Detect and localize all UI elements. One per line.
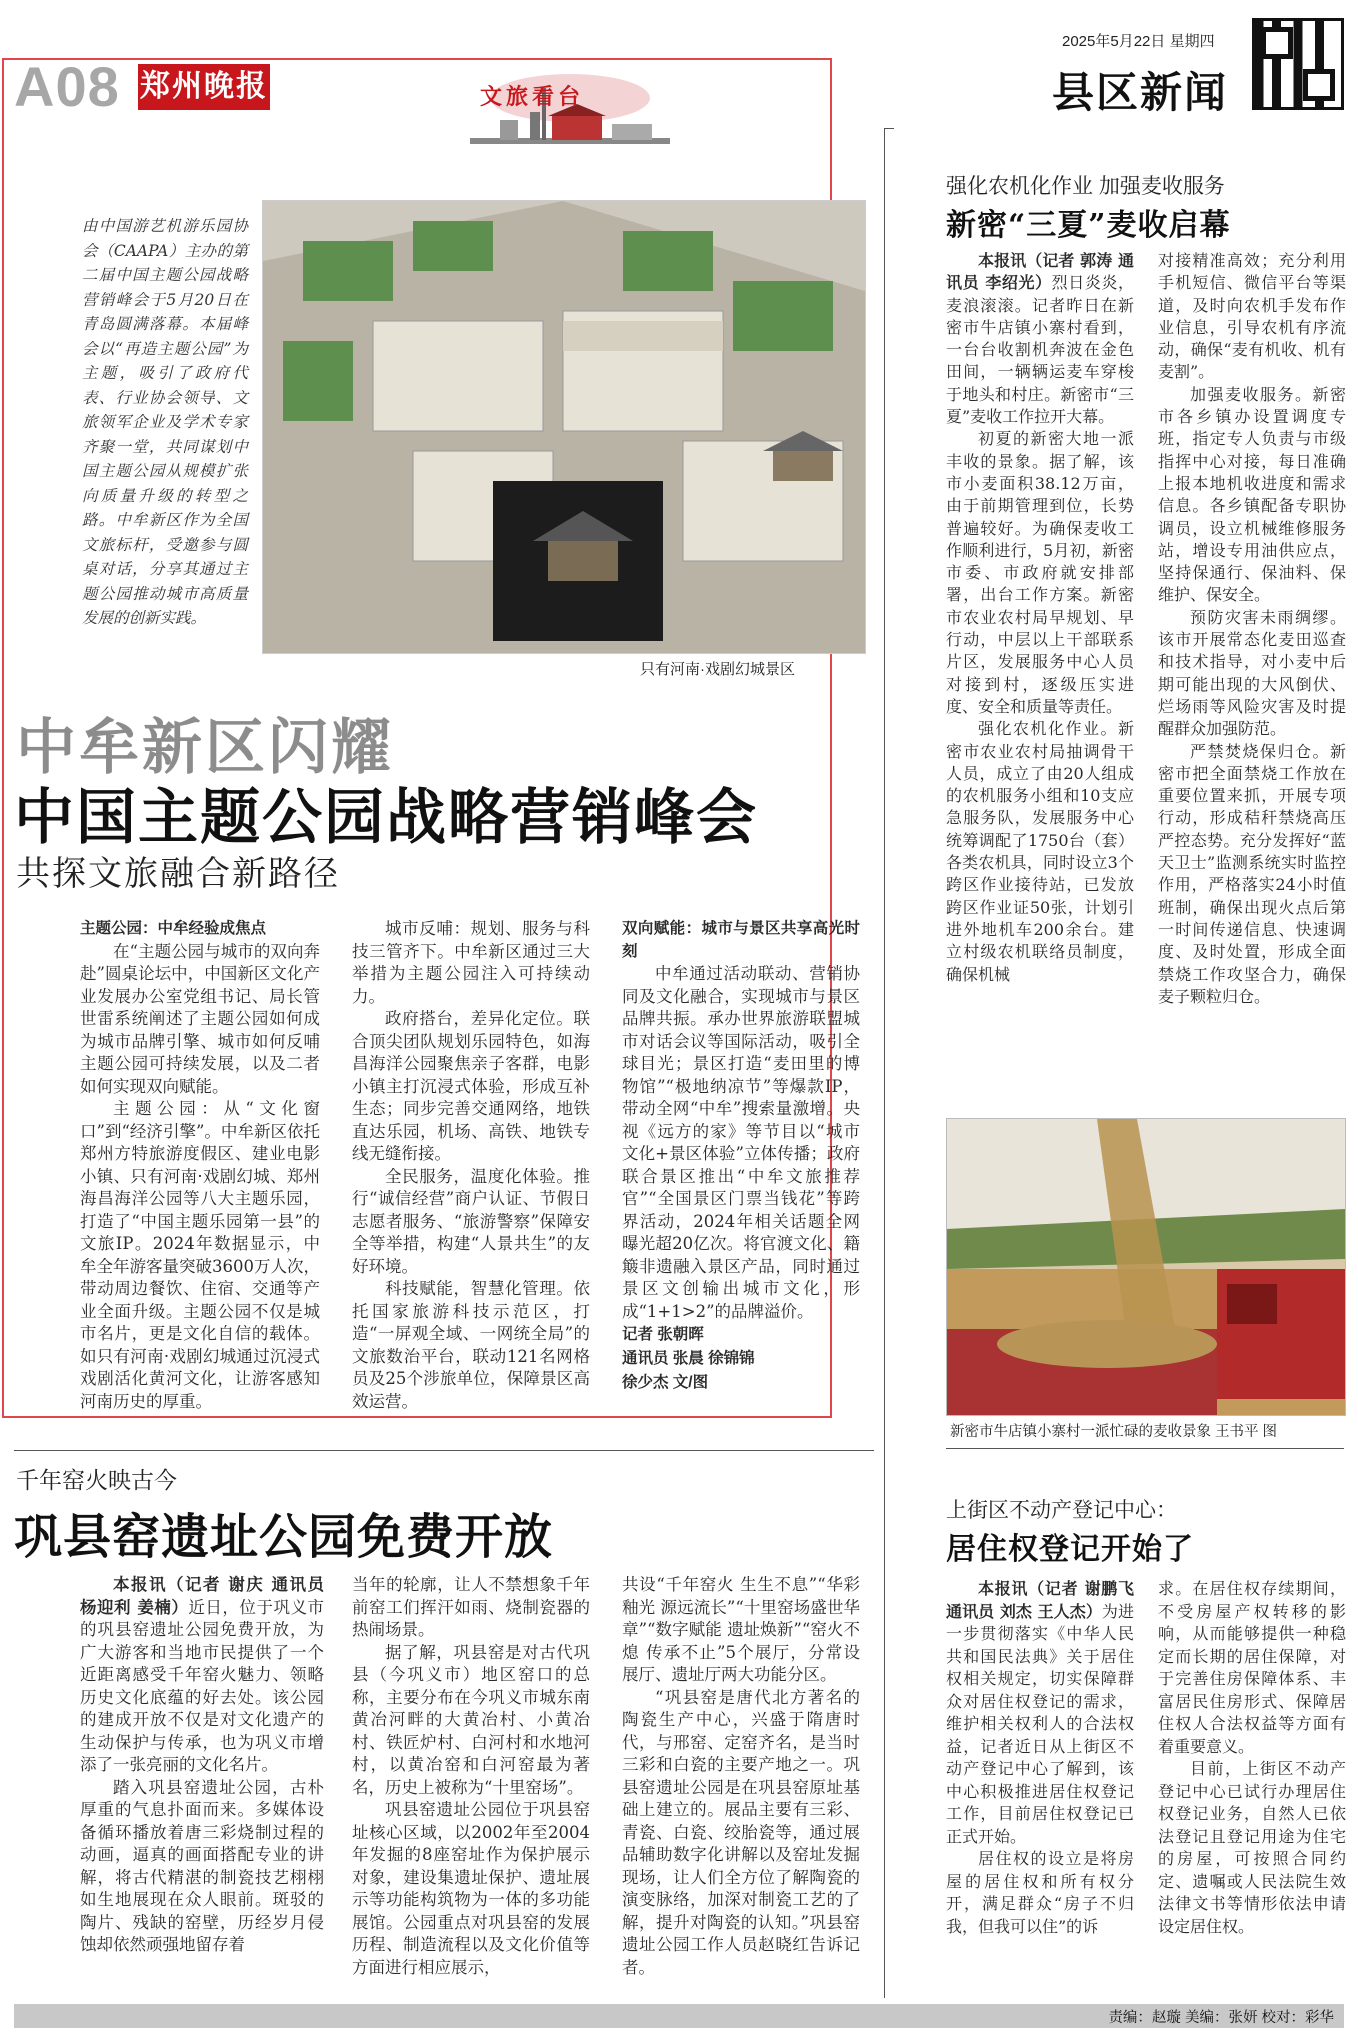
wheat-col-1: [946, 250, 1134, 986]
subhead: 双向赋能：城市与景区共享高光时刻: [622, 920, 860, 960]
wheat-col-2: [1158, 250, 1346, 1008]
paragraph: 中牟通过活动联动、营销协同及文化融合，实现城市与景区品牌共振。承办世界旅游联盟城市对话会议等国际活动，吸引全球目光；景区打造“麦田里的博物馆”“极地纳凉节”等爆款IP，带动全网“中牟”搜索量激增。央视《远方的家》等节目以“城市文化+景区体验”立体传播；政府联合景区推出“中牟文旅推荐官”“全国景区门票当钱花”等跨界活动，2024年相关话题全网曝光超20亿次。将官渡文化、籍簸非遗融入景区产品，同时通过景区文创输出城市文化，形成“1+1>2”的品牌溢价。: [622, 964, 860, 1321]
story-divider: [946, 1448, 1344, 1449]
registry-col-2: [1158, 1578, 1346, 1938]
theme-park-photo: [262, 200, 866, 654]
kiln-col-3: [622, 1574, 860, 1979]
byline: [622, 1323, 860, 1395]
paragraph: 居住权的设立是将房屋的居住权和所有权分开，满足群众“房子不归我，但我可以住”的诉: [946, 1849, 1134, 1936]
registry-headline: 居住权登记开始了: [946, 1532, 1194, 1567]
byline-line: 通讯员 张晨 徐锦锦: [622, 1350, 755, 1367]
qr-code-icon[interactable]: [1252, 18, 1344, 110]
lead-col-1: [80, 918, 320, 1413]
column-divider: [884, 128, 885, 1998]
paragraph: 强化农机化作业。新密市农业农村局抽调骨干人员，成立了由20人组成的农机服务小组和10支应急服务队，发展服务中心统筹调配了1750台（套）各类农机具，同时设立3个跨区作业接待站，已发放跨区作业证50张，计划引进外地机车200余台。建立村级农机联络员制度，确保机械: [946, 719, 1134, 984]
registry-lead: 本报讯（记者 谢鹏飞 通讯员 刘杰 王人杰）: [946, 1579, 1134, 1621]
paragraph: 踏入巩县窑遗址公园，古朴厚重的气息扑面而来。多媒体设备循环播放着唐三彩烧制过程的动画，逼真的画面搭配专业的讲解，将古代精湛的制瓷技艺栩栩如生地展现在众人眼前。斑驳的陶片、残缺的窑壁，历经岁月侵蚀却依然顽强地留存着: [80, 1777, 324, 1954]
lead-col-2: [352, 918, 590, 1413]
paragraph: 对接精准高效；充分利用手机短信、微信平台等渠道，及时向农机手发布作业信息，引导农机有序流动，确保“麦有机收、机有麦割”。: [1158, 251, 1346, 382]
headline-sub: 共探文旅融合新路径: [16, 855, 340, 893]
byline-line: 徐少杰 文/图: [622, 1374, 709, 1391]
registry-kicker: 上街区不动产登记中心：: [946, 1499, 1177, 1522]
kiln-kicker: 千年窑火映古今: [16, 1467, 177, 1493]
headline-gray: 中牟新区闪耀: [16, 713, 394, 783]
footer-editors: 责编：赵璇 美编：张妍 校对：彩华: [1108, 2010, 1334, 2026]
paragraph: 巩县窑遗址公园位于巩县窑址核心区域，以2002年至2004年发掘的8座窑址作为保护展示对象，建设集遗址保护、遗址展示等功能构筑物为一体的多功能展馆。公园重点对巩县窑的发展历程、制造流程以及文化价值等方面进行相应展示，: [352, 1800, 590, 1977]
paragraph: 全民服务，温度化体验。推行“诚信经营”商户认证、节假日志愿者服务、“旅游警察”保障安全等举措，构建“人景共生”的友好环境。: [352, 1166, 590, 1276]
paragraph: 在“主题公园与城市的双向奔赴”圆桌论坛中，中国新区文化产业发展办公室党组书记、局长管世雷系统阐述了主题公园如何成为城市品牌引擎、城市如何反哺主题公园可持续发展，以及二者如何实现双向赋能。: [80, 941, 320, 1096]
paragraph: 科技赋能，智慧化管理。依托国家旅游科技示范区，打造“一屏观全域、一网统全局”的文旅数治平台，联动121名网格员及25个涉旅单位，保障景区高效运营。: [352, 1279, 590, 1411]
wheat-harvest-photo: [946, 1118, 1346, 1416]
lead-intro: 由中国游艺机游乐园协会（CAAPA）主办的第二届中国主题公园战略营销峰会于5月20日在青岛圆满落幕。本届峰会以“再造主题公园”为主题，吸引了政府代表、行业协会领导、文旅领军企业及学术专家齐聚一堂，共同谋划中国主题公园从规模扩张向质量升级的转型之路。中牟新区作为全国文旅标杆，受邀参与圆桌对话，分享其通过主题公园推动城市高质量发展的创新实践。: [82, 217, 248, 627]
paragraph: 初夏的新密大地一派丰收的景象。据了解，该市小麦面积38.12万亩，由于前期管理到位，长势普遍较好。为确保麦收工作顺利进行，5月初，新密市委、市政府就安排部署，出台工作方案。新密市农业农村局早规划、早行动，中层以上干部联系片区，发展服务中心人员对接到村，逐级压实进度、安全和质量等责任。: [946, 429, 1134, 716]
kiln-lead: 本报讯（记者 谢庆 通讯员 杨迎利 姜楠）: [80, 1575, 324, 1617]
kiln-col-2: [352, 1574, 590, 1979]
photo-caption: 只有河南·戏剧幻城景区: [640, 661, 795, 678]
paragraph: 近日，位于巩义市的巩县窑遗址公园免费开放，为广大游客和当地市民提供了一个近距离感受千年窑火魅力、领略历史文化底蕴的好去处。该公园的建成开放不仅是对文化遗产的生动保护与传承，也为巩义市增添了一张亮丽的文化名片。: [80, 1597, 325, 1774]
wheat-kicker: 强化农机化作业 加强麦收服务: [946, 175, 1225, 198]
paragraph: 预防灾害未雨绸缪。该市开展常态化麦田巡查和技术指导，对小麦中后期可能出现的大风倒伏、烂场雨等风险灾害及时提醒群众加强防范。: [1158, 607, 1346, 739]
paragraph: 严禁焚烧保归仓。新密市把全面禁烧工作放在重要位置来抓，开展专项行动，形成秸秆禁烧高压严控态势。充分发挥好“蓝天卫士”监测系统实时监控作用，严格落实24小时值班制，确保出现火点后第一时间传递信息、快速调度、及时处置，形成全面禁烧工作攻坚合力，确保麦子颗粒归仓。: [1158, 741, 1346, 1006]
subhead: 主题公园：中牟经验成焦点: [80, 920, 267, 937]
paragraph: 求。在居住权存续期间，不受房屋产权转移的影响，从而能够提供一种稳定而长期的居住保障，对于完善住房保障体系、丰富居民住房形式、保障居住权人合法权益等方面有着重要意义。: [1158, 1579, 1346, 1756]
paragraph: 政府搭台，差异化定位。联合顶尖团队规划乐园特色，如海昌海洋公园聚焦亲子客群，电影小镇主打沉浸式体验，形成互补生态；同步完善交通网络，地铁直达乐园，机场、高铁、地铁专线无缝衔接。: [352, 1009, 590, 1163]
paragraph: 为进一步贯彻落实《中华人民共和国民法典》关于居住权相关规定，切实保障群众对居住权登记的需求，维护相关权利人的合法权益，记者近日从上街区不动产登记中心了解到，该中心积极推进居住权登记工作，目前居住权登记已正式开始。: [946, 1601, 1134, 1846]
paragraph: 城市反哺：规划、服务与科技三管齐下。中牟新区通过三大举措为主题公园注入可持续动力。: [352, 919, 590, 1006]
issue-date: 2025年5月22日 星期四: [1062, 33, 1215, 50]
paragraph: 当年的轮廓，让人不禁想象千年前窑工们挥汗如雨、烧制瓷器的热闹场景。: [352, 1575, 590, 1639]
paragraph: 烈日炎炎，麦浪滚滚。记者昨日在新密市牛店镇小寨村看到，一台台收割机奔波在金色田间，一辆辆运麦车穿梭于地头和村庄。新密市“三夏”麦收工作拉开大幕。: [946, 273, 1134, 427]
byline-line: 记者 张朝晖: [622, 1326, 704, 1343]
paragraph: 加强麦收服务。新密市各乡镇办设置调度专班，指定专人负责与市级指挥中心对接，每日准确上报本地机收进度和需求信息。各乡镇配备专职协调员，设立机械维修服务站，增设专用油供应点，坚持保通行、保油料、保维护、保安全。: [1158, 384, 1346, 605]
lead-col-3: [622, 918, 860, 1395]
wheat-headline: 新密“三夏”麦收启幕: [946, 208, 1231, 243]
section-title: 县区新闻: [1052, 69, 1229, 116]
paragraph: 目前，上街区不动产登记中心已试行办理居住权登记业务，自然人已依法登记且登记用途为住宅的房屋，可按照合同约定、遗嘱或人民法院生效法律文书等情形依法申请设定居住权。: [1158, 1759, 1346, 1936]
paragraph: 据了解，巩县窑是对古代巩县（今巩义市）地区窑口的总称，主要分布在今巩义市城东南黄冶河畔的大黄冶村、小黄冶村、铁匠炉村、白河村和水地河村，以黄冶窑和白河窑最为著名，历史上被称为“十里窑场”。: [352, 1642, 590, 1797]
headline-main: 中国主题公园战略营销峰会: [14, 783, 758, 853]
newspaper-logo: 郑州晚报: [138, 64, 270, 110]
registry-col-1: [946, 1578, 1134, 1938]
kiln-headline: 巩县窑遗址公园免费开放: [14, 1509, 554, 1565]
paragraph: 共设“千年窑火 生生不息”“华彩釉光 源远流长”“十里窑场盛世华章”“数字赋能 遗址焕新”“窑火不熄 传承不止”5个展厅，分常设展厅、遗址厅两大功能分区。: [622, 1575, 860, 1684]
paragraph: 主题公园：从“文化窗口”到“经济引擎”。中牟新区依托郑州方特旅游度假区、建业电影小镇、只有河南·戏剧幻城、郑州海昌海洋公园等八大主题乐园，打造了“中国主题乐园第一县”的文旅IP。2024年数据显示，中牟全年游客量突破3600万人次，带动周边餐饮、住宿、交通等产业全面升级。主题公园不仅是城市名片，更是文化自信的载体。如只有河南·戏剧幻城通过沉浸式戏剧活化黄河文化，让游客感知河南历史的厚重。: [80, 1099, 320, 1411]
kiln-col-1: [80, 1574, 324, 1957]
page-number: A08: [14, 55, 120, 118]
column-divider-tick: [884, 128, 894, 129]
wheat-photo-caption: 新密市牛店镇小寨村一派忙碌的麦收景象 王书平 图: [950, 1424, 1278, 1440]
culture-badge-label: 文旅看台: [480, 84, 585, 110]
wheat-lead: 本报讯（记者 郭涛 通讯员 李绍光）: [946, 251, 1134, 293]
paragraph: “巩县窑是唐代北方著名的陶瓷生产中心，兴盛于隋唐时代，与邢窑、定窑齐名，是当时三彩和白瓷的主要产地之一。巩县窑遗址公园是在巩县窑原址基础上建立的。展品主要有三彩、青瓷、白瓷、绞胎瓷等，通过展品辅助数字化讲解以及窑址发掘现场，让人们全方位了解陶瓷的演变脉络，加深对制瓷工艺的了解，提升对陶瓷的认知。”巩县窑遗址公园工作人员赵晓红告诉记者。: [622, 1687, 860, 1977]
story-divider: [14, 1450, 874, 1451]
